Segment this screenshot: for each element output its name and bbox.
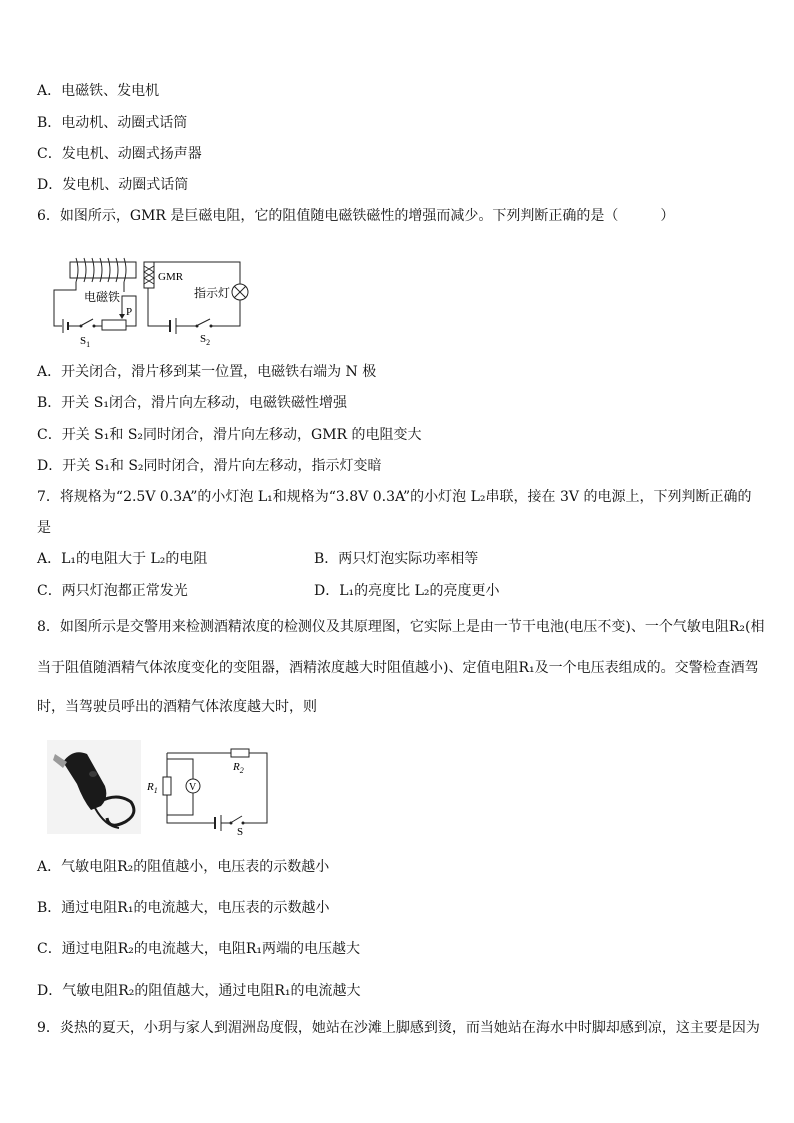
- q6-option-a: A．开关闭合，滑片移到某一位置，电磁铁右端为 N 极: [37, 364, 377, 380]
- switch-s-label: S: [237, 826, 244, 837]
- q8-option-d: D．气敏电阻R₂的阻值越大，通过电阻R₁的电流越大: [37, 983, 361, 999]
- q8-circuit-diagram: [145, 745, 273, 837]
- q5-option-a: A．电磁铁、发电机: [37, 83, 160, 99]
- q8-option-b: B．通过电阻R₁的电流越大，电压表的示数越小: [37, 900, 330, 916]
- q8-stem-line2: 当于阻值随酒精气体浓度变化的变阻器，酒精浓度越大时阻值越小)、定值电阻R₁及一个电压表组成的。交警检查酒驾: [37, 660, 759, 676]
- q6-option-d: D．开关 S₁和 S₂同时闭合，滑片向左移动，指示灯变暗: [37, 458, 382, 474]
- q9-stem: 9．炎热的夏天，小玥与家人到湄洲岛度假，她站在沙滩上脚感到烫，而当她站在海水中时脚却感到凉，这主要是因为: [37, 1020, 760, 1036]
- q8-stem-line3: 时，当驾驶员呼出的酒精气体浓度越大时，则: [37, 699, 317, 715]
- q6-option-b: B．开关 S₁闭合，滑片向左移动，电磁铁磁性增强: [37, 395, 347, 411]
- q8-stem-line1: 8．如图所示是交警用来检测酒精浓度的检测仪及其原理图，它实际上是由一节干电池(电压不变)、一个气敏电阻R₂(相: [37, 619, 765, 635]
- s2-label: $S_2$: [200, 333, 211, 347]
- gmr-label: GMR: [158, 271, 184, 283]
- breathalyzer-photo: [47, 740, 141, 834]
- r2-label: $R_2$: [233, 761, 244, 775]
- q7-option-d: D．L₁的亮度比 L₂的亮度更小: [314, 583, 500, 599]
- slider-p-label: P: [126, 306, 133, 318]
- voltmeter-label: V: [189, 782, 197, 793]
- q8-option-c: C．通过电阻R₂的电流越大，电阻R₁两端的电压越大: [37, 941, 361, 957]
- r1-label: $R_1$: [147, 781, 158, 795]
- indicator-lamp-label: 指示灯: [194, 286, 231, 300]
- q7-stem-line2: 是: [37, 520, 51, 536]
- q6-circuit-diagram: [44, 256, 252, 348]
- q5-option-b: B．电动机、动圈式话筒: [37, 115, 188, 131]
- q7-option-a: A．L₁的电阻大于 L₂的电阻: [37, 551, 208, 567]
- q7-option-c: C．两只灯泡都正常发光: [37, 583, 188, 599]
- q8-option-a: A．气敏电阻R₂的阻值越小，电压表的示数越小: [37, 859, 330, 875]
- q5-option-c: C．发电机、动圈式扬声器: [37, 146, 202, 162]
- q5-option-d: D．发电机、动圈式话筒: [37, 177, 189, 193]
- q6-option-c: C．开关 S₁和 S₂同时闭合，滑片向左移动，GMR 的电阻变大: [37, 427, 422, 443]
- q7-stem-line1: 7．将规格为“2.5V 0.3A”的小灯泡 L₁和规格为“3.8V 0.3A”的小灯泡 L₂串联，接在 3V 的电源上，下列判断正确的: [37, 489, 752, 505]
- q7-option-b: B．两只灯泡实际功率相等: [314, 551, 479, 567]
- electromagnet-label: 电磁铁: [84, 290, 121, 304]
- q6-stem: 6．如图所示，GMR 是巨磁电阻，它的阻值随电磁铁磁性的增强而减少。下列判断正确的是（ ）: [37, 208, 675, 224]
- s1-label: $S_1$: [80, 335, 91, 348]
